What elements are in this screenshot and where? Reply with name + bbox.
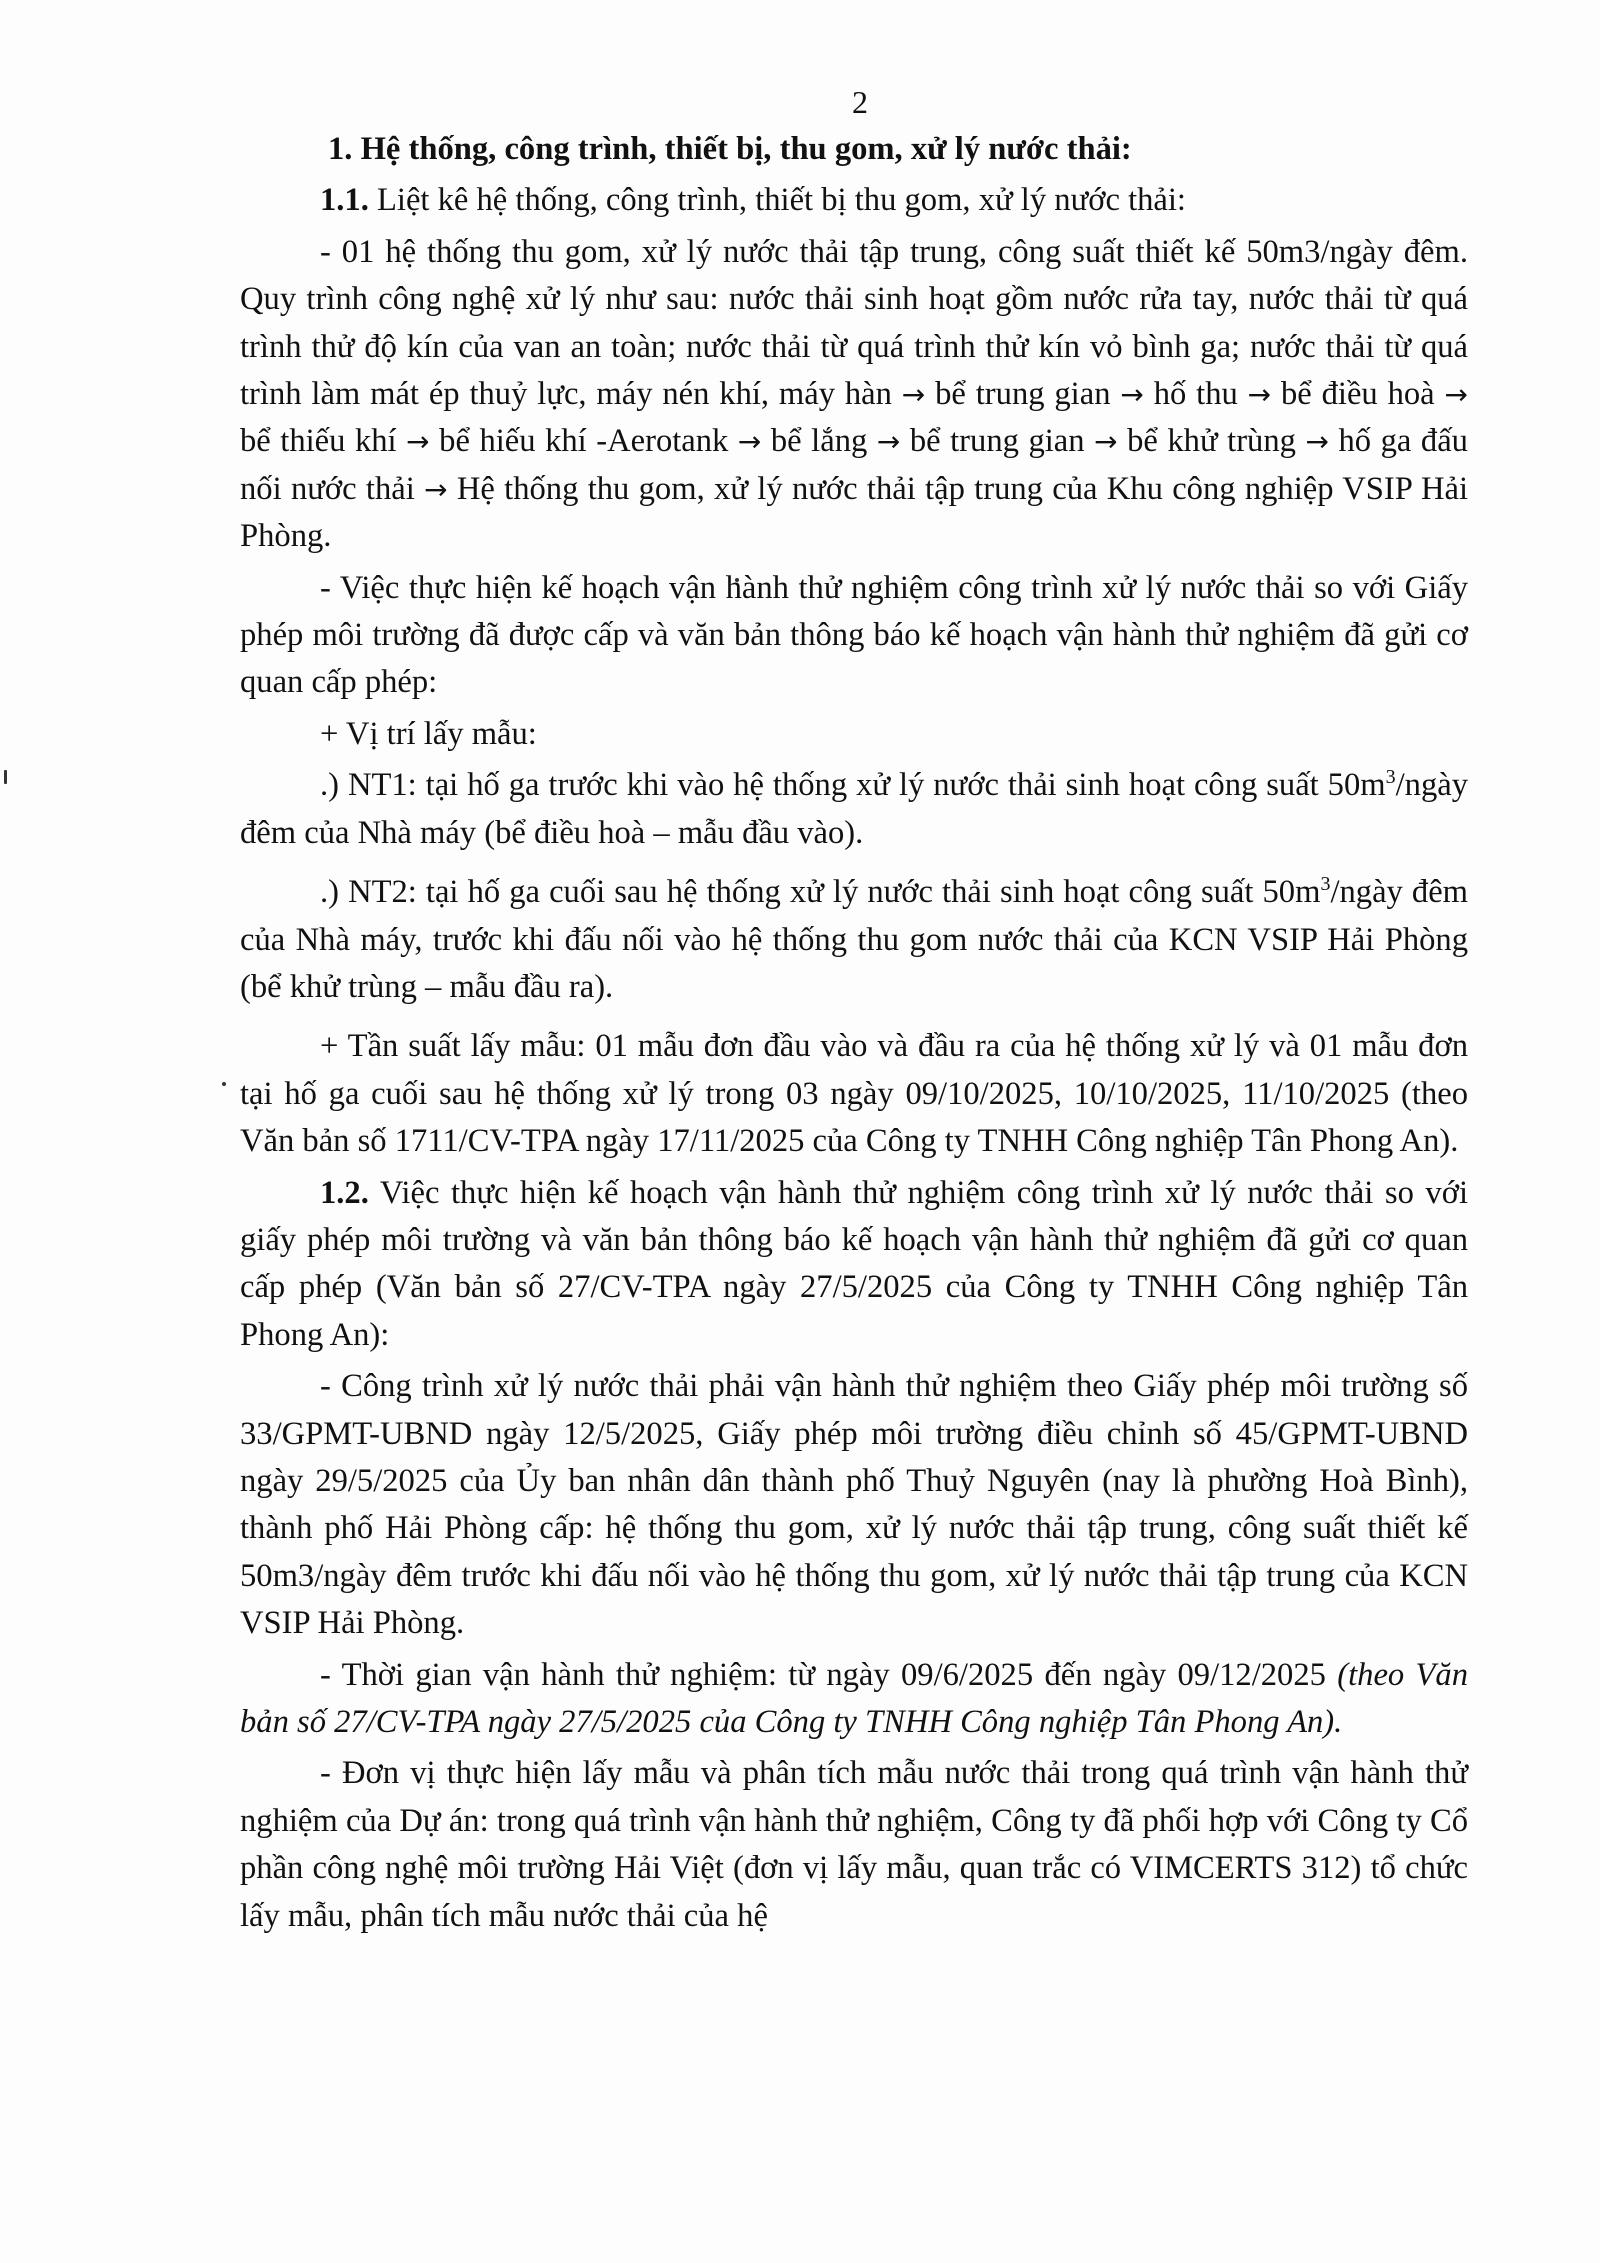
process-step: bể khử trùng xyxy=(1127,423,1296,460)
process-step: bể trung gian xyxy=(909,423,1085,460)
subsection-1-2 xyxy=(240,1170,1468,1360)
scan-speck xyxy=(222,1082,226,1086)
section-heading: 1. Hệ thống, công trình, thiết bị, thu gom, xử lý nước thải: xyxy=(328,131,1132,167)
process-step: hố ga đấu nối nước thải xyxy=(240,423,1468,507)
process-step: bể thiếu khí xyxy=(240,423,397,460)
nt2-text: .) NT2: tại hố ga cuối sau hệ thống xử lý nước thải sinh hoạt công suất 50m xyxy=(320,874,1321,911)
sampling-position-label: + Vị trí lấy mẫu: xyxy=(320,715,537,752)
scan-speck xyxy=(4,770,7,784)
arrow-icon: → xyxy=(424,472,448,506)
test-period-reference: (theo Văn bản số 27/CV-TPA ngày 27/5/2025 của Công ty TNHH Công nghiệp Tân Phong An). xyxy=(240,1656,1469,1740)
nt1-text: .) NT1: tại hố ga trước khi vào hệ thống xử lý nước thải sinh hoạt công suất 50m xyxy=(320,767,1386,804)
arrow-icon: → xyxy=(406,425,430,459)
arrow-icon: → xyxy=(737,425,762,459)
process-step: bể hiếu khí -Aerotank xyxy=(439,423,729,460)
process-step: Hệ thống thu gom, xử lý nước thải tập trung của Khu công nghiệp VSIP Hải Phòng. xyxy=(240,470,1468,555)
arrow-icon: → xyxy=(901,378,926,412)
paragraph-sampling-unit: - Đơn vị thực hiện lấy mẫu và phân tích mẫu nước thải trong quá trình vận hành thử nghiệm của Dự án: trong quá trình vận hành thử nghiệm, Công ty đã phối hợp với Công ty Cổ phần công nghệ môi trường Hải Việt (đơn vị lấy mẫu, quan trắc có VIMCERTS 312) tổ chức lấy mẫu, phân tích mẫu nước thải của hệ xyxy=(240,1755,1468,1934)
sampling-point-nt1 xyxy=(240,762,1468,857)
process-step: hố thu xyxy=(1153,376,1238,413)
subsection-number: 1.1. xyxy=(320,182,369,219)
process-step: bể trung gian xyxy=(935,376,1111,413)
sampling-point-nt2 xyxy=(240,869,1468,1011)
superscript: 3 xyxy=(1385,766,1396,789)
nt1-text-end: /ngày đêm của Nhà máy (bể điều hoà – mẫu đầu vào). xyxy=(240,767,1468,851)
subsection-1-1 xyxy=(240,177,1468,224)
arrow-icon: → xyxy=(1444,378,1468,412)
subsection-text: Việc thực hiện kế hoạch vận hành thử nghiệm công trình xử lý nước thải so với giấy phép môi trường và văn bản thông báo kế hoạch vận hành thử nghiệm đã gửi cơ quan cấp phép (Văn bản số 27/CV-TPA ngày 27/5/2025 của Công ty TNHH Công nghiệp Tân Phong An): xyxy=(240,1174,1468,1353)
paragraph-treatment-process xyxy=(240,229,1468,561)
arrow-icon: → xyxy=(1120,378,1144,412)
arrow-icon: → xyxy=(1094,425,1118,459)
document-body xyxy=(240,126,1468,1944)
arrow-icon: → xyxy=(876,425,901,459)
sampling-frequency: + Tần suất lấy mẫu: 01 mẫu đơn đầu vào và đầu ra của hệ thống xử lý và 01 mẫu đơn tại hố ga cuối sau hệ thống xử lý trong 03 ngày 09/10/2025, 10/10/2025, 11/10/2025 (theo Văn bản số 1711/CV-TPA ngày 17/11/2025 của Công ty TNHH Công nghiệp Tân Phong An). xyxy=(240,1028,1468,1160)
subsection-number: 1.2. xyxy=(320,1174,369,1211)
arrow-icon: → xyxy=(1305,425,1329,459)
process-step: bể điều hoà xyxy=(1281,376,1435,413)
process-intro: - 01 hệ thống thu gom, xử lý nước thải tập trung, công suất thiết kế 50m3/ngày đêm. Quy trình công nghệ xử lý như sau: nước thải sinh hoạt gồm nước rửa tay, nước thải từ quá trình thử độ kín của van an toàn; nước thải từ quá trình thử kín vỏ bình ga; nước thải từ quá trình làm mát ép thuỷ lực, máy nén khí, máy hàn xyxy=(240,233,1468,413)
subsection-title: Liệt kê hệ thống, công trình, thiết bị thu gom, xử lý nước thải: xyxy=(368,182,1186,219)
nt2-text-end: /ngày đêm của Nhà máy, trước khi đấu nối vào hệ thống thu gom nước thải của KCN VSIP Hải Phòng (bể khử trùng – mẫu đầu ra). xyxy=(240,874,1468,1005)
superscript: 3 xyxy=(1320,873,1331,896)
paragraph-test-period xyxy=(240,1652,1468,1747)
paragraph-test-plan: - Việc thực hiện kế hoạch vận hành thử nghiệm công trình xử lý nước thải so với Giấy phép môi trường đã được cấp và văn bản thông báo kế hoạch vận hành thử nghiệm đã gửi cơ quan cấp phép: xyxy=(240,569,1468,701)
arrow-icon: → xyxy=(1247,378,1272,412)
page-number: 2 xyxy=(852,84,868,120)
process-step: bể lắng xyxy=(770,423,868,460)
test-period-text: - Thời gian vận hành thử nghiệm: từ ngày 09/6/2025 đến ngày 09/12/2025 xyxy=(320,1656,1338,1693)
paragraph-permit: - Công trình xử lý nước thải phải vận hành thử nghiệm theo Giấy phép môi trường số 33/GPMT-UBND ngày 12/5/2025, Giấy phép môi trường điều chỉnh số 45/GPMT-UBND ngày 29/5/2025 của Ủy ban nhân dân thành phố Thuỷ Nguyên (nay là phường Hoà Bình), thành phố Hải Phòng cấp: hệ thống thu gom, xử lý nước thải tập trung, công suất thiết kế 50m3/ngày đêm trước khi đấu nối vào hệ thống thu gom, xử lý nước thải tập trung của KCN VSIP Hải Phòng. xyxy=(240,1368,1468,1642)
